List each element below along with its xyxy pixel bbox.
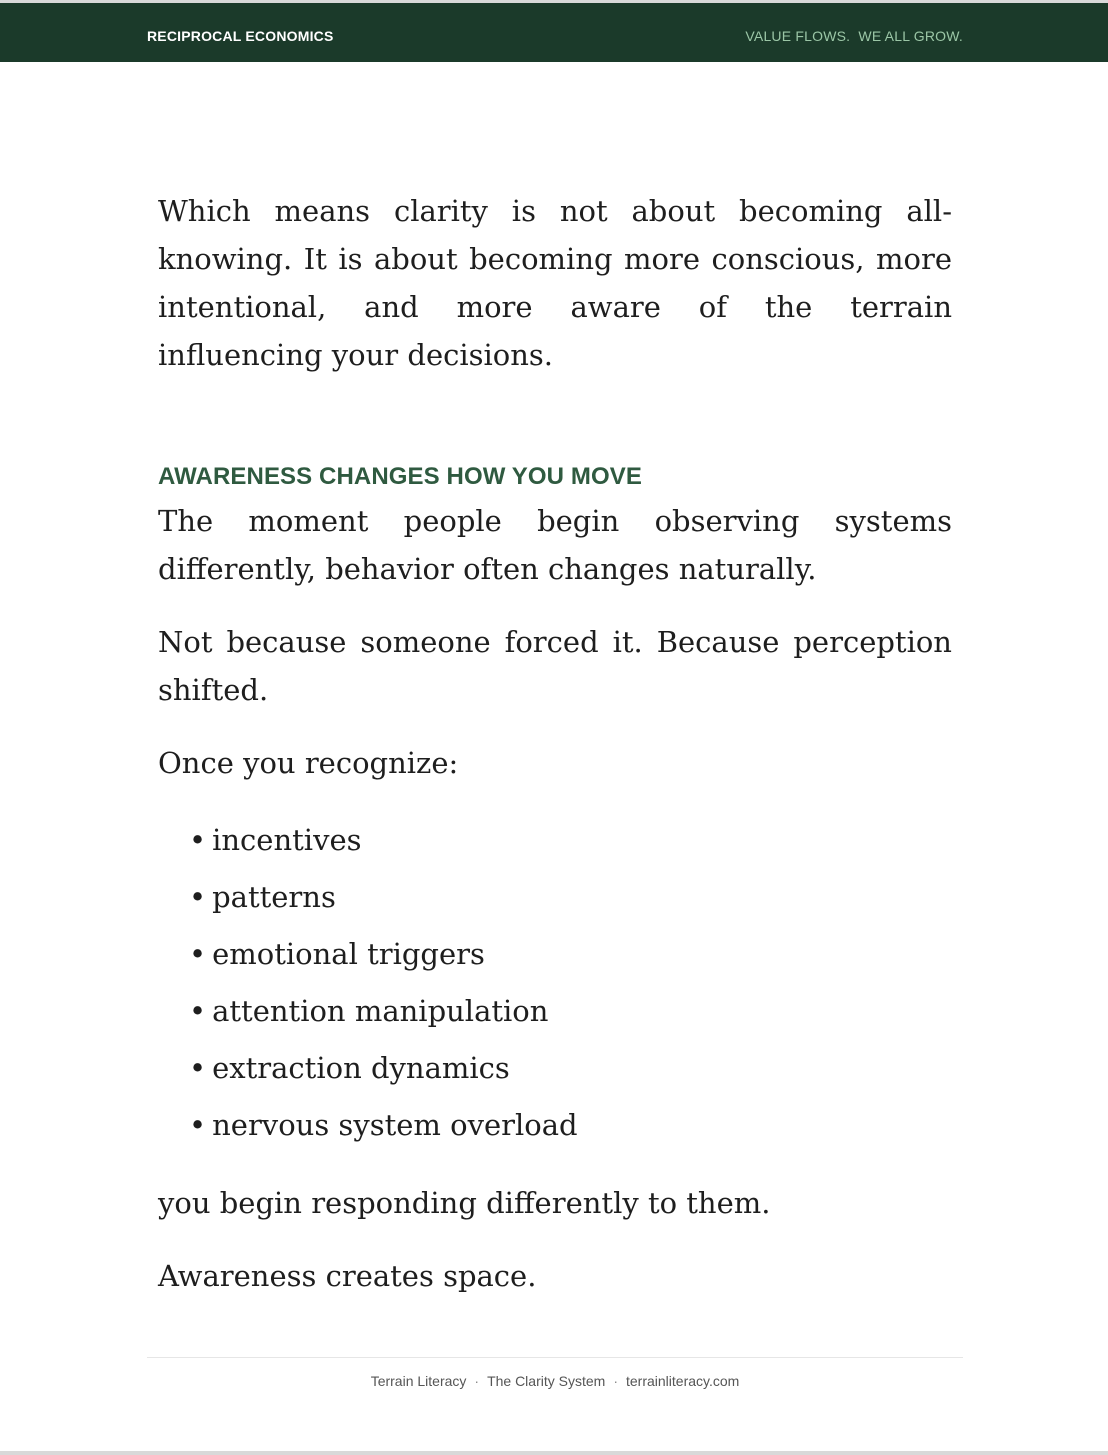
footer-separator: · — [613, 1373, 618, 1389]
footer-divider — [147, 1357, 963, 1358]
header-bar — [0, 3, 1108, 62]
article-body — [158, 187, 952, 1300]
section-heading: AWARENESS CHANGES HOW YOU MOVE — [158, 463, 642, 490]
intro-paragraph: Which means clarity is not about becoming all-knowing. It is about becoming more conscious, more intentional, and more aware of the terrain influencing your decisions. — [158, 194, 952, 372]
header-tagline: VALUE FLOWS. WE ALL GROW. — [745, 28, 963, 44]
footer — [147, 1373, 963, 1389]
list-item: • patterns — [189, 869, 952, 926]
paragraph: The moment people begin observing systems differently, behavior often changes naturally. — [158, 504, 952, 586]
footer-item-terrain-literacy: Terrain Literacy — [370, 1373, 467, 1389]
list-item: • nervous system overload — [189, 1097, 952, 1154]
footer-item-website: terrainliteracy.com — [625, 1373, 740, 1389]
list-item: • attention manipulation — [189, 983, 952, 1040]
paragraph: you begin responding differently to them. — [158, 1186, 771, 1220]
list-item: • extraction dynamics — [189, 1040, 952, 1097]
closing-paragraph: Awareness creates space. — [158, 1259, 537, 1293]
list-item: • incentives — [189, 812, 952, 869]
list-item: • emotional triggers — [189, 926, 952, 983]
brand-name: RECIPROCAL ECONOMICS — [147, 28, 334, 44]
footer-item-clarity-system: The Clarity System — [487, 1373, 606, 1389]
page — [0, 3, 1108, 1451]
paragraph: Not because someone forced it. Because perception shifted. — [158, 625, 952, 707]
list-intro: Once you recognize: — [158, 746, 459, 780]
footer-separator: · — [474, 1373, 480, 1389]
recognition-list — [158, 812, 952, 1154]
